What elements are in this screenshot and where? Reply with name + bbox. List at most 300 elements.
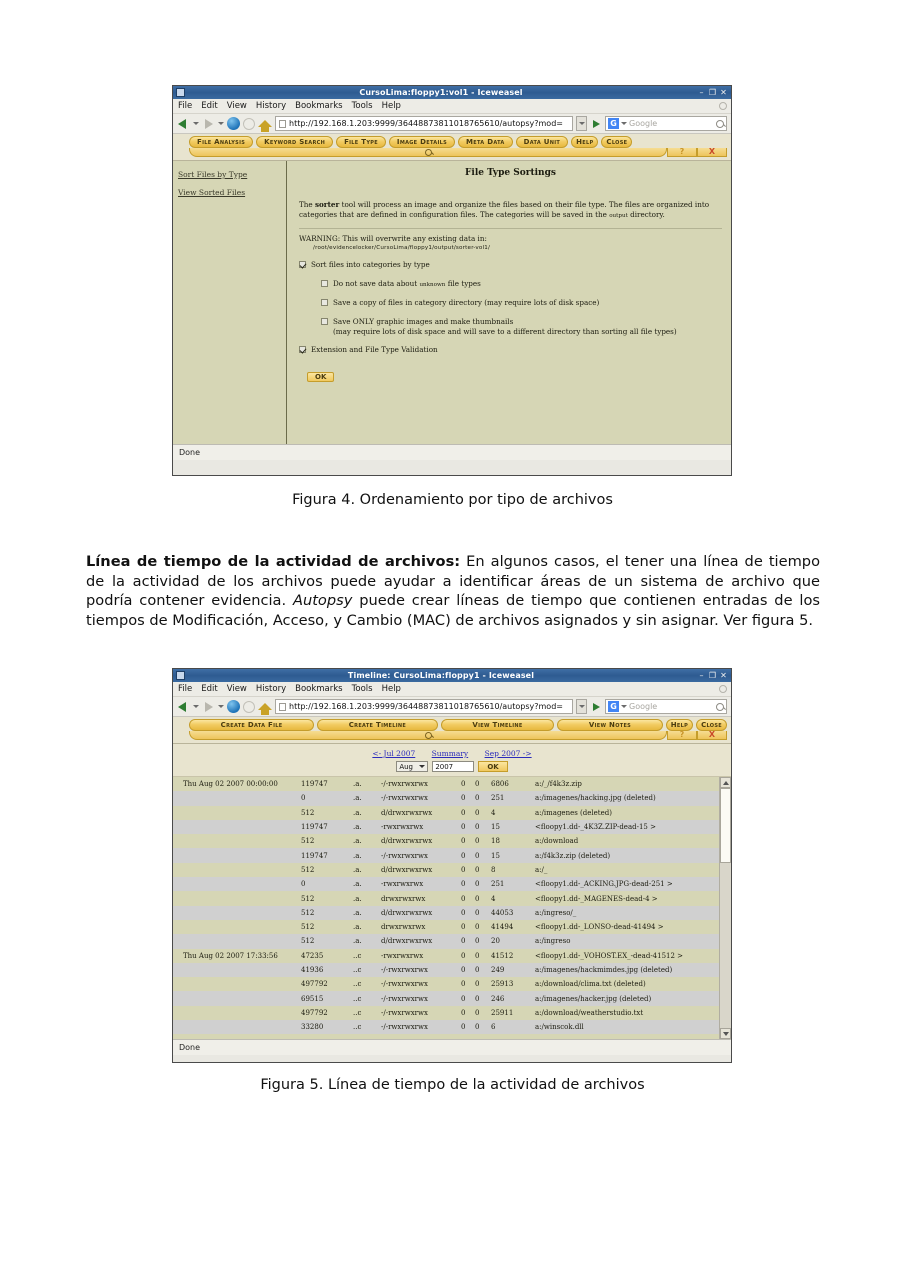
cell-size: 41936: [301, 966, 324, 974]
cell-perm: drwxrwxrwx: [381, 923, 426, 932]
menu-bookmarks[interactable]: Bookmarks: [295, 684, 343, 694]
menubar-badge-icon: [719, 685, 727, 693]
desc-post: tool will process an image and organize the files based on their file type. The files are organized into categories that are defined in configuration files. The categories will be saved in the: [299, 200, 710, 220]
cell-size: 512: [301, 865, 315, 874]
cell-mac: ..c: [353, 1023, 362, 1032]
option-no-unknown-label: Do not save data about unknown file types: [333, 278, 481, 288]
back-dropdown-icon[interactable]: [193, 705, 199, 708]
cell-file: a:/download/clima.txt (deleted): [535, 980, 646, 989]
option-extension-validation-label: Extension and File Type Validation: [311, 345, 438, 355]
tab-file-type[interactable]: File Type: [336, 136, 386, 148]
google-icon: G: [608, 118, 619, 129]
cell-gid: 0: [475, 937, 480, 946]
menu-file[interactable]: File: [178, 101, 193, 111]
cell-perm: -/-rwxrwxrwx: [381, 980, 428, 989]
close-symbol[interactable]: X: [697, 731, 727, 740]
checkbox-sort-files-into-categories[interactable]: [299, 261, 306, 268]
fig5-menubar: [173, 682, 731, 697]
desc-output-word: output: [609, 213, 628, 220]
tab-create-data-file[interactable]: Create Data File: [189, 719, 314, 731]
sorter-description: [299, 200, 722, 221]
back-icon[interactable]: [177, 700, 190, 713]
help-symbol[interactable]: ?: [667, 148, 697, 157]
fig4-navigation-bar: [173, 114, 731, 134]
cell-meta: 20: [491, 937, 500, 946]
go-icon[interactable]: [590, 699, 602, 714]
warning-path: /root/evidencelocker/CursoLima/floppy1/output/sorter-vol1/: [313, 244, 491, 251]
cell-gid: 0: [475, 823, 480, 832]
option-graphic-only-row[interactable]: [321, 317, 722, 336]
cell-gid: 0: [475, 1008, 480, 1017]
cell-mac: .a.: [353, 794, 362, 803]
table-row: [173, 1020, 719, 1034]
menu-view[interactable]: View: [226, 101, 247, 111]
timeline-table: [173, 777, 719, 1039]
cell-gid: 0: [475, 794, 480, 803]
table-row: [173, 934, 719, 948]
help-symbol[interactable]: ?: [667, 731, 697, 740]
timeline-body: [173, 777, 731, 1039]
cell-meta: 4: [491, 894, 496, 903]
link-next-month[interactable]: Sep 2007 ->: [484, 749, 532, 758]
cell-perm: d/drwxrwxrwx: [381, 808, 433, 817]
figure5-caption: Figura 5. Línea de tiempo de la actividad de archivos: [260, 1077, 645, 1093]
fig5-window-buttons: [697, 671, 728, 680]
fig4-titlebar: [173, 86, 731, 99]
option-save-copy-label: Save a copy of files in category directory (may require lots of disk space): [333, 298, 600, 308]
fig4-toolbar-strip: [189, 148, 667, 157]
minimize-icon[interactable]: –: [699, 671, 704, 680]
link-summary[interactable]: Summary: [431, 749, 469, 758]
menu-help[interactable]: Help: [381, 101, 401, 111]
cell-meta: 44053: [491, 908, 514, 917]
tab-close[interactable]: Close: [601, 136, 632, 148]
timeline-ok-button[interactable]: OK: [478, 761, 507, 772]
table-row: [173, 906, 719, 920]
cell-meta: 41512: [491, 951, 514, 960]
app-icon: [176, 88, 185, 97]
desc-end: directory.: [627, 210, 665, 220]
cell-size: 512: [301, 837, 315, 846]
cell-meta: 251: [491, 880, 505, 889]
cell-uid: 0: [461, 880, 466, 889]
fig4-window-title: CursoLima:floppy1:vol1 - Iceweasel: [359, 88, 523, 97]
cell-gid: 0: [475, 994, 480, 1003]
close-icon[interactable]: ✕: [720, 88, 727, 97]
table-row: [173, 977, 719, 991]
cell-mac: ..c: [353, 980, 362, 989]
cell-uid: 0: [461, 851, 466, 860]
cell-perm: -rwxrwxrwx: [381, 823, 424, 832]
cell-gid: 0: [475, 808, 480, 817]
option-save-copy-row[interactable]: [321, 298, 722, 308]
fig5-url-text: http://192.168.1.203:9999/36448873811018765610/autopsy?mod=: [289, 702, 563, 711]
cell-size: 119747: [301, 823, 328, 832]
magnifier-icon: [425, 732, 432, 739]
cell-mac: .a.: [353, 937, 362, 946]
menu-edit[interactable]: Edit: [201, 684, 218, 694]
cell-perm: d/drwxrwxrwx: [381, 937, 433, 946]
cell-gid: 0: [475, 780, 480, 789]
minimize-icon[interactable]: –: [699, 88, 704, 97]
menu-tools[interactable]: Tools: [351, 684, 373, 694]
cell-mac: .a.: [353, 908, 362, 917]
table-row: [173, 806, 719, 820]
table-row: [173, 949, 719, 963]
cell-mac: .a.: [353, 851, 362, 860]
table-row: [173, 834, 719, 848]
scroll-down-button[interactable]: [720, 1028, 731, 1039]
cell-meta: 15: [491, 823, 500, 832]
fig5-titlebar: [173, 669, 731, 682]
cell-gid: 0: [475, 951, 480, 960]
cell-size: 512: [301, 808, 315, 817]
cell-uid: 0: [461, 908, 466, 917]
cell-gid: 0: [475, 837, 480, 846]
url-history-dropdown-icon[interactable]: [576, 699, 587, 714]
option-sort-files-label: Sort files into categories by type: [311, 259, 430, 269]
paragraph-text-2: puede crear líneas de tiempo que contienen entradas de los tiempos de Modificación, Acceso, y Cambio (MAC) de archivos asignados y sin asignar. Ver figura 5.: [86, 592, 820, 630]
menubar-badge-icon: [719, 102, 727, 110]
forward-icon[interactable]: [202, 700, 215, 713]
cell-file: a:/ingreso: [535, 937, 571, 946]
menu-history[interactable]: History: [255, 684, 287, 694]
scroll-up-button[interactable]: [720, 777, 731, 788]
fig5-status-bar: [173, 1039, 731, 1055]
tab-create-timeline[interactable]: Create Timeline: [317, 719, 438, 731]
scrollbar-thumb[interactable]: [720, 788, 731, 863]
search-engine-dropdown-icon[interactable]: [621, 705, 627, 708]
cell-uid: 0: [461, 865, 466, 874]
cell-meta: 251: [491, 794, 505, 803]
google-icon: G: [608, 701, 619, 712]
menu-file[interactable]: File: [178, 684, 193, 694]
cell-meta: 246: [491, 994, 505, 1003]
cell-gid: 0: [475, 923, 480, 932]
cell-gid: 0: [475, 865, 480, 874]
menu-edit[interactable]: Edit: [201, 101, 218, 111]
cell-file: a:/_: [535, 865, 548, 874]
cell-gid: 0: [475, 894, 480, 903]
checkbox-save-copy-in-category[interactable]: [321, 299, 328, 306]
cell-size: 0: [301, 880, 306, 889]
chevron-down-icon: [419, 765, 425, 768]
cell-perm: -rwxrwxrwx: [381, 880, 424, 889]
cell-file: a:/_/f4k3z.zip: [535, 780, 582, 789]
cell-meta: 6: [491, 1023, 496, 1032]
desc-bold: sorter: [314, 200, 340, 209]
cell-uid: 0: [461, 937, 466, 946]
favicon-icon: [279, 703, 286, 711]
table-row: [173, 777, 719, 791]
cell-meta: 249: [491, 966, 505, 974]
table-row: [173, 991, 719, 1005]
fig4-url-bar[interactable]: [275, 116, 573, 131]
cell-date: Thu Aug 02 2007 00:00:00: [183, 780, 278, 789]
cell-file: <floopy1.dd-_4K3Z.ZIP-dead-15 >: [535, 823, 656, 832]
cell-perm: d/drwxrwxrwx: [381, 865, 433, 874]
sidebar-link-view-sorted-files[interactable]: View Sorted Files: [178, 188, 246, 197]
option-no-unknown-row[interactable]: [321, 279, 722, 290]
cell-file: a:/imagenes (deleted): [535, 808, 612, 817]
go-icon[interactable]: [590, 116, 602, 131]
cell-gid: 0: [475, 880, 480, 889]
paragraph-lead: Línea de tiempo de la actividad de archivos:: [86, 553, 461, 570]
cell-uid: 0: [461, 966, 466, 974]
cell-uid: 0: [461, 894, 466, 903]
cell-size: 512: [301, 937, 315, 946]
fig4-status-text: Done: [179, 448, 201, 457]
stop-icon[interactable]: [243, 118, 255, 130]
month-select[interactable]: [396, 761, 428, 772]
cell-perm: -/-rwxrwxrwx: [381, 1023, 428, 1032]
tab-meta-data[interactable]: Meta Data: [458, 136, 513, 148]
back-icon[interactable]: [177, 117, 190, 130]
table-row: [173, 920, 719, 934]
menu-history[interactable]: History: [255, 101, 287, 111]
month-select-value: Aug: [399, 762, 413, 771]
content-divider: [299, 228, 722, 229]
tab-help[interactable]: Help: [571, 136, 598, 148]
cell-perm: d/drwxrwxrwx: [381, 837, 433, 846]
fig5-navigation-bar: [173, 697, 731, 717]
cell-perm: -/-rwxrwxrwx: [381, 794, 428, 803]
scrollbar-track[interactable]: [720, 788, 731, 1028]
cell-file: a:/imagenes/hacker.jpg (deleted): [535, 994, 652, 1003]
fig4-menubar: [173, 99, 731, 114]
sidebar-link-sort-files-by-type[interactable]: Sort Files by Type: [178, 170, 248, 179]
cell-meta: 8: [491, 865, 496, 874]
app-icon: [176, 671, 185, 680]
cell-file: a:/winscok.dll: [535, 1023, 584, 1032]
figure4-browser-window: [172, 85, 732, 476]
cell-gid: 0: [475, 908, 480, 917]
cell-meta: 15: [491, 851, 500, 860]
tab-data-unit[interactable]: Data Unit: [516, 136, 568, 148]
forward-icon[interactable]: [202, 117, 215, 130]
cell-mac: .a.: [353, 837, 362, 846]
fig5-search-placeholder: Google: [629, 702, 658, 711]
cell-file: <floopy1.dd-_LONSO-dead-41494 >: [535, 923, 664, 932]
tab-keyword-search[interactable]: Keyword Search: [256, 136, 333, 148]
forward-dropdown-icon[interactable]: [218, 122, 224, 125]
table-row: [173, 1006, 719, 1020]
cell-mac: .a.: [353, 823, 362, 832]
timeline-navigation: [173, 744, 731, 777]
cell-mac: ..c: [353, 966, 362, 974]
cell-size: 119747: [301, 780, 328, 789]
cell-size: 69515: [301, 994, 324, 1003]
cell-file: a:/ingreso/_: [535, 908, 577, 917]
checkbox-save-only-graphics[interactable]: [321, 318, 328, 325]
tab-view-timeline[interactable]: View Timeline: [441, 719, 555, 731]
cell-file: a:/download/weatherstudio.txt: [535, 1008, 644, 1017]
fig5-status-text: Done: [179, 1043, 201, 1052]
menu-tools[interactable]: Tools: [351, 101, 373, 111]
cell-size: 497792: [301, 980, 328, 989]
cell-perm: d/drwxrwxrwx: [381, 908, 433, 917]
figure5-browser-window: [172, 668, 732, 1063]
table-row: [173, 877, 719, 891]
timeline-date-form: [173, 761, 731, 772]
cell-size: 512: [301, 894, 315, 903]
cell-uid: 0: [461, 808, 466, 817]
fig4-status-bar: [173, 444, 731, 460]
cell-size: 497792: [301, 1008, 328, 1017]
cell-uid: 0: [461, 994, 466, 1003]
fig5-search-input[interactable]: [605, 699, 727, 714]
desc-pre: The: [299, 200, 315, 209]
home-icon[interactable]: [258, 120, 272, 127]
back-dropdown-icon[interactable]: [193, 122, 199, 125]
cell-gid: 0: [475, 1023, 480, 1032]
cell-size: 33280: [301, 1023, 324, 1032]
ok-button[interactable]: OK: [307, 372, 334, 382]
fig4-autopsy-toolbar: [173, 134, 731, 161]
search-icon: [716, 703, 724, 711]
cell-mac: ..c: [353, 994, 362, 1003]
cell-mac: ..c: [353, 1008, 362, 1017]
fig5-url-bar[interactable]: [275, 699, 573, 714]
option-graphic-only-label: [333, 317, 677, 336]
cell-file: a:/imagenes/hacking.jpg (deleted): [535, 794, 656, 803]
maximize-icon[interactable]: ❐: [708, 671, 717, 680]
close-icon[interactable]: ✕: [720, 671, 727, 680]
cell-uid: 0: [461, 794, 466, 803]
cell-size: 47235: [301, 951, 324, 960]
tab-close[interactable]: Close: [696, 719, 727, 731]
cell-perm: -/-rwxrwxrwx: [381, 1008, 428, 1017]
paragraph-emphasis: Autopsy: [292, 592, 353, 610]
cell-perm: drwxrwxrwx: [381, 894, 426, 903]
table-row: [173, 820, 719, 834]
fig4-window-buttons: [697, 88, 728, 97]
cell-perm: -/-rwxrwxrwx: [381, 966, 428, 974]
cell-meta: 6806: [491, 780, 509, 789]
fig4-search-placeholder: Google: [629, 119, 658, 128]
timeline-month-links: [173, 749, 731, 758]
cell-mac: .a.: [353, 894, 362, 903]
stop-icon[interactable]: [243, 701, 255, 713]
cell-meta: 18: [491, 837, 500, 846]
cell-file: <floopy1.dd-_ACKING.JPG-dead-251 >: [535, 880, 673, 889]
fig4-sidebar: [173, 161, 287, 444]
cell-perm: -rwxrwxrwx: [381, 951, 424, 960]
cell-uid: 0: [461, 823, 466, 832]
cell-uid: 0: [461, 980, 466, 989]
table-row: [173, 891, 719, 905]
page-title: File Type Sortings: [465, 168, 556, 178]
favicon-icon: [279, 120, 286, 128]
timeline-scrollbar[interactable]: [719, 777, 731, 1039]
menu-bookmarks[interactable]: Bookmarks: [295, 101, 343, 111]
cell-uid: 0: [461, 951, 466, 960]
cell-uid: 0: [461, 780, 466, 789]
search-engine-dropdown-icon[interactable]: [621, 122, 627, 125]
cell-file: a:/imagenes/hackmimdes.jpg (deleted): [535, 966, 673, 974]
cell-mac: .a.: [353, 780, 362, 789]
maximize-icon[interactable]: ❐: [708, 88, 717, 97]
fig4-viewport: [173, 161, 731, 444]
home-icon[interactable]: [258, 703, 272, 710]
cell-perm: -/-rwxrwxrwx: [381, 780, 428, 789]
cell-meta: 4: [491, 808, 496, 817]
table-row: [173, 863, 719, 877]
cell-size: 512: [301, 908, 315, 917]
cell-meta: 25913: [491, 980, 514, 989]
cell-uid: 0: [461, 923, 466, 932]
cell-size: 119747: [301, 851, 328, 860]
magnifier-icon: [425, 149, 432, 156]
cell-uid: 0: [461, 1008, 466, 1017]
fig5-toolbar-strip: [189, 731, 667, 740]
checkbox-extension-validation[interactable]: [299, 346, 306, 353]
fig5-window-title: Timeline: CursoLima:floppy1 - Iceweasel: [347, 671, 535, 680]
cell-gid: 0: [475, 851, 480, 860]
cell-perm: -/-rwxrwxrwx: [381, 851, 428, 860]
cell-uid: 0: [461, 1023, 466, 1032]
close-symbol[interactable]: X: [697, 148, 727, 157]
cell-uid: 0: [461, 837, 466, 846]
table-row: [173, 848, 719, 862]
fig4-url-text: http://192.168.1.203:9999/36448873811018765610/autopsy?mod=: [289, 119, 563, 128]
cell-meta: 25911: [491, 1008, 514, 1017]
cell-gid: 0: [475, 980, 480, 989]
option-graphic-line2: (may require lots of disk space and will save to a different directory than sorting all file types): [333, 326, 677, 336]
year-input[interactable]: [432, 761, 474, 772]
fig5-autopsy-toolbar: [173, 717, 731, 744]
tab-help[interactable]: Help: [666, 719, 693, 731]
option-extension-validation-row[interactable]: [299, 345, 722, 355]
forward-dropdown-icon[interactable]: [218, 705, 224, 708]
checkbox-do-not-save-unknown[interactable]: [321, 280, 328, 287]
cell-mac: .a.: [353, 923, 362, 932]
reload-icon[interactable]: [227, 117, 240, 130]
cell-meta: 41494: [491, 923, 514, 932]
cell-gid: 0: [475, 966, 480, 974]
option-graphic-line1: Save ONLY graphic images and make thumbnails: [333, 316, 514, 326]
tab-image-details[interactable]: Image Details: [389, 136, 455, 148]
menu-help[interactable]: Help: [381, 684, 401, 694]
figure4-caption: Figura 4. Ordenamiento por tipo de archivos: [292, 492, 613, 508]
url-history-dropdown-icon[interactable]: [576, 116, 587, 131]
cell-date: Thu Aug 02 2007 17:33:56: [183, 951, 278, 960]
fig4-search-input[interactable]: [605, 116, 727, 131]
body-paragraph: [86, 552, 820, 631]
cell-mac: .a.: [353, 880, 362, 889]
cell-size: 0: [301, 794, 306, 803]
table-row: [173, 791, 719, 805]
cell-mac: .a.: [353, 808, 362, 817]
warning-label: WARNING: This will overwrite any existing data in:: [299, 233, 487, 243]
cell-mac: .a.: [353, 865, 362, 874]
cell-file: <floopy1.dd-_VOHOST.EX_-dead-41512 >: [535, 951, 684, 960]
cell-file: a:/f4k3z.zip (deleted): [535, 851, 611, 860]
unknown-word: unknown: [419, 281, 446, 288]
tab-view-notes[interactable]: View Notes: [557, 719, 662, 731]
reload-icon[interactable]: [227, 700, 240, 713]
cell-file: <floopy1.dd-_MAGENES-dead-4 >: [535, 894, 658, 903]
menu-view[interactable]: View: [226, 684, 247, 694]
table-row: [173, 963, 719, 977]
option-sort-files-row[interactable]: [299, 260, 722, 270]
tab-file-analysis[interactable]: File Analysis: [189, 136, 253, 148]
search-icon: [716, 120, 724, 128]
link-prev-month[interactable]: <- Jul 2007: [372, 749, 416, 758]
paragraph-text-1: En algunos casos, el tener una línea de tiempo de la actividad de los archivos puede ayudar a identificar áreas de un sistema de archivo que podría contener evidencia.: [86, 553, 820, 610]
year-input-value: 2007: [435, 762, 454, 771]
cell-perm: -/-rwxrwxrwx: [381, 994, 428, 1003]
